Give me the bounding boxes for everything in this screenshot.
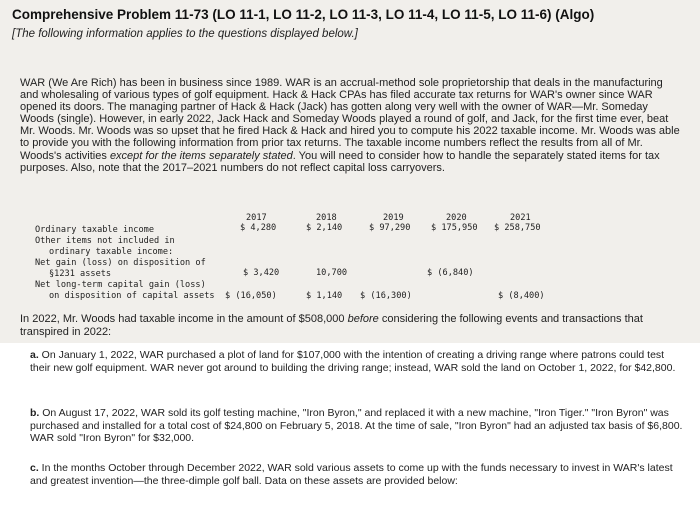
problem-title: Comprehensive Problem 11-73 (LO 11-1, LO 11-2, LO 11-3, LO 11-4, LO 11-5, LO 11-6) (Algo) xyxy=(12,7,595,22)
year-header: 2019 xyxy=(383,213,404,223)
year-header: 2020 xyxy=(446,213,467,223)
row-label: Ordinary taxable income xyxy=(35,225,154,235)
row-label: §1231 assets xyxy=(49,269,112,279)
year-header: 2021 xyxy=(510,213,531,223)
item-text: On August 17, 2022, WAR sold its golf testing machine, "Iron Byron," and replaced it with a new machine, "Iron Tiger." "Iron Byron" was purchased and installed for a total cost of $24,800 on February 5, 2018. At the time of sale, "Iron Byron" had an adjusted tax basis of $6,800. WAR sold "Iron Byron" for $32,000. xyxy=(30,407,683,444)
year-header: 2018 xyxy=(316,213,337,223)
item-label: c. xyxy=(30,462,39,474)
taxable-income-paragraph xyxy=(20,313,680,339)
table-cell: $ (6,840) xyxy=(427,268,474,278)
item-text: In the months October through December 2022, WAR sold various assets to come up with the funds necessary to invest in WAR's latest and greatest invention—the three-dimple golf ball. Data on these assets are provided below: xyxy=(30,462,673,487)
para-emphasis: before xyxy=(347,313,379,325)
item-label: a. xyxy=(30,349,39,361)
table-cell: 10,700 xyxy=(316,268,348,278)
intro-text: WAR (We Are Rich) has been in business since 1989. WAR is an accrual-method sole proprietorship that deals in the manufacturing and wholesaling of various types of golf equipment. Hack & Hack CPAs has filed accurate tax returns for WAR's owner since WAR opened its doors. The managing partner of Hack & Hack (Jack) has gotten along very well with the owner of WAR—Mr. Someday Woods (single). However, in early 2022, Jack Hack and Someday Woods played a round of golf, and Jack, for the first time ever, beat Mr. Woods. Mr. Woods was so upset that he fired Hack & Hack and hired you to compute his 2022 taxable income. Mr. Woods was able to provide you with the following information from prior tax returns. The taxable income numbers reflect the results from all of Mr. Woods's activities xyxy=(20,77,680,162)
table-cell: $ 175,950 xyxy=(431,223,478,233)
row-label: Net gain (loss) on disposition of xyxy=(35,258,206,268)
table-cell: $ 4,280 xyxy=(240,223,277,233)
table-cell: $ 258,750 xyxy=(494,223,541,233)
intro-text-end: . You will need to consider how to handle the separately stated items for tax purposes. Also, note that the 2017–2021 numbers do not reflect capital loss carryovers. xyxy=(20,149,660,174)
table-cell: $ 1,140 xyxy=(306,291,343,301)
intro-emphasis: except for the items separately stated xyxy=(109,149,293,162)
table-cell: $ (16,300) xyxy=(360,291,412,301)
year-header: 2017 xyxy=(246,213,267,223)
item-b xyxy=(30,407,685,445)
table-cell: $ 2,140 xyxy=(306,223,343,233)
item-c xyxy=(30,462,685,487)
para-text: In 2022, Mr. Woods had taxable income in the amount of $508,000 xyxy=(20,313,348,325)
para-text-end: considering the following events and transactions that transpired in 2022: xyxy=(20,313,643,338)
row-label: Net long-term capital gain (loss) xyxy=(35,280,206,290)
row-label: on disposition of capital assets xyxy=(49,291,215,301)
row-label: Other items not included in xyxy=(35,236,175,246)
problem-subtitle: [The following information applies to the questions displayed below.] xyxy=(12,28,358,40)
item-a xyxy=(30,349,685,374)
table-cell: $ 3,420 xyxy=(243,268,280,278)
table-cell: $ (8,400) xyxy=(498,291,545,301)
table-cell: $ (16,050) xyxy=(225,291,277,301)
item-text: On January 1, 2022, WAR purchased a plot of land for $107,000 with the intention of creating a driving range where patrons could test their new golf equipment. WAR never got around to building the driving range; instead, WAR sold the land on October 1, 2022, for $42,800. xyxy=(30,349,676,374)
item-label: b. xyxy=(30,407,40,419)
table-cell: $ 97,290 xyxy=(369,223,411,233)
row-label: ordinary taxable income: xyxy=(49,247,174,257)
